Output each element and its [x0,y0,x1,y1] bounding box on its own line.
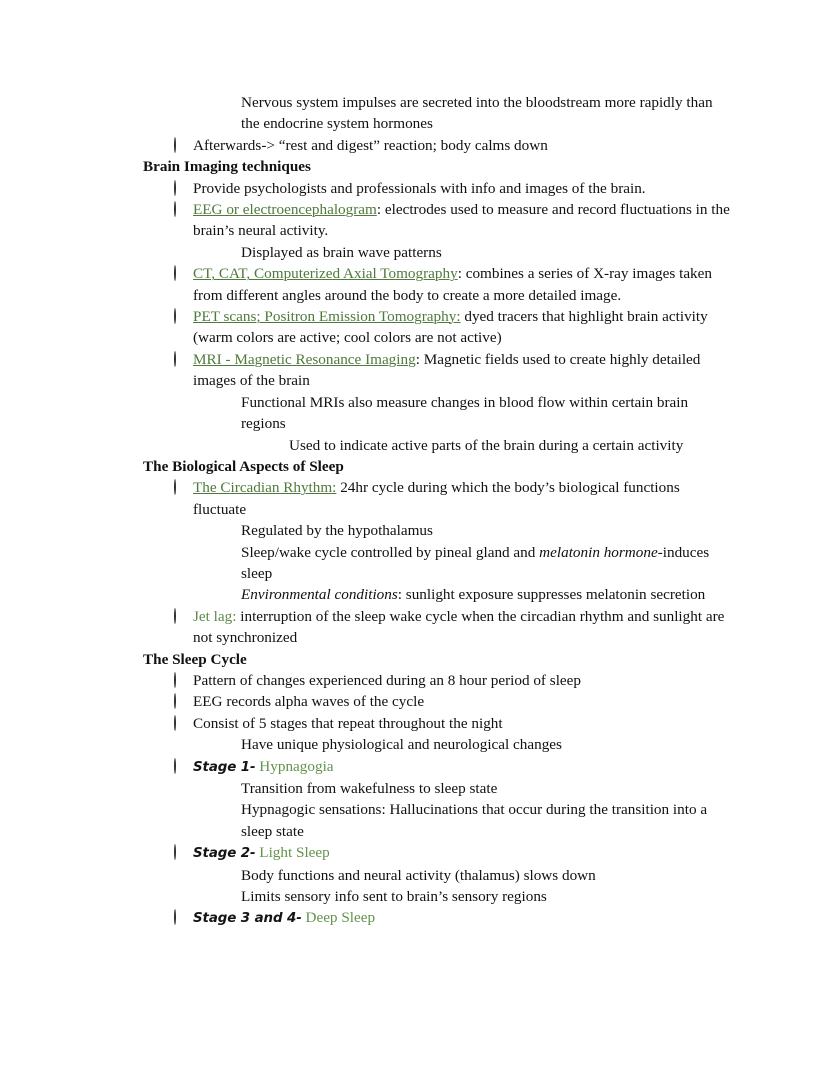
outline-item-text [241,888,547,905]
outline-item-unique-changes [0,734,828,755]
text-run: Consist of 5 stages that repeat throughout the night [193,714,503,732]
outline-item-text [289,437,683,454]
bullet-circle-icon [174,349,176,370]
bullet-circle-icon [174,306,176,327]
outline-item-text [193,608,724,646]
outline-item-text [193,715,503,732]
text-run: Brain Imaging techniques [143,158,311,176]
bullet-glyph [174,351,176,367]
text-run: : electrodes used to measure and record fluctuations in the brain’s neural activity. [193,201,730,240]
outline-item-text [241,394,688,432]
outline-item-text [143,651,247,668]
outline-item-biological-aspects-of-sleep [0,456,828,477]
text-run: The Biological Aspects of Sleep [143,457,344,475]
text-run: Nervous system impulses are secreted into the bloodstream more rapidly than the endocrine system hormones [241,94,713,133]
outline-item-text [193,479,680,517]
text-run: Limits sensory info sent to brain’s sensory regions [241,888,547,906]
outline-item-body-functions-thalamus [0,865,828,886]
emphasis-run: melatonin hormone [539,543,658,561]
outline-item-text [193,351,700,389]
outline-notes-body [0,92,828,930]
outline-item-five-stages [0,713,828,734]
bullet-glyph [174,479,176,495]
bullet-glyph [174,758,176,774]
outline-item-brain-imaging-techniques [0,156,828,177]
text-run: EEG records alpha waves of the cycle [193,693,425,711]
outline-item-mri [0,349,828,392]
outline-item-nervous-impulses [0,92,828,135]
outline-item-eeg-alpha-waves [0,691,828,712]
bullet-circle-icon [174,477,176,498]
stage-name: Deep Sleep [301,909,376,927]
text-run: Used to indicate active parts of the brain during a certain activity [289,436,684,454]
text-run: Body functions and neural activity (thalamus) slows down [241,866,596,884]
bullet-glyph [174,672,176,688]
outline-item-text [241,801,707,839]
outline-item-brain-wave-patterns [0,242,828,263]
bullet-circle-icon [174,199,176,220]
bullet-glyph [174,844,176,860]
outline-item-text [143,458,344,475]
text-run: 24hr cycle during which the body’s biological functions fluctuate [193,479,680,518]
outline-item-text [193,693,424,710]
outline-item-provide-psychologists [0,178,828,199]
text-run: Have unique physiological and neurological changes [241,736,562,754]
text-run: Hypnagogic sensations: Hallucinations that occur during the transition into a sleep state [241,801,708,840]
text-run: Functional MRIs also measure changes in blood flow within certain brain regions [241,393,689,433]
outline-item-text [241,244,442,261]
outline-item-transition-wakefulness [0,778,828,799]
text-run: : sunlight exposure suppresses melatonin secretion [397,586,706,604]
bullet-glyph [174,608,176,624]
bullet-glyph [174,909,176,925]
bullet-circle-icon [174,606,176,627]
bullet-circle-icon [174,713,176,734]
outline-item-text [241,586,705,603]
outline-item-pet-scans [0,306,828,349]
bullet-glyph [174,308,176,324]
text-run: Sleep/wake cycle controlled by pineal gland and [241,543,540,561]
stage-label: Stage 3 and 4- [193,911,302,927]
outline-item-sleep-wake-pineal [0,542,828,585]
bullet-circle-icon [174,178,176,199]
bullet-glyph [174,715,176,731]
emphasis-lead: Environmental conditions [241,586,398,604]
defined-term: The Circadian Rhythm: [193,479,337,497]
defined-term: PET scans; Positron Emission Tomography: [193,308,461,326]
text-run: dyed tracers that highlight brain activity (warm colors are active; cool colors are not active) [193,308,708,347]
bullet-circle-icon [174,263,176,284]
bullet-glyph [174,137,176,153]
stage-name: Hypnagogia [255,757,334,775]
outline-item-text [193,201,730,239]
bullet-circle-icon [174,842,176,863]
outline-item-text [241,94,713,132]
outline-item-stage-1 [0,756,828,778]
outline-item-text [241,867,596,884]
text-run: Regulated by the hypothalamus [241,522,433,540]
outline-item-text [241,736,562,753]
bullet-circle-icon [174,135,176,156]
outline-item-stage-3-and-4 [0,907,828,929]
bullet-circle-icon [174,670,176,691]
text-run: Provide psychologists and professionals with info and images of the brain. [193,179,646,197]
defined-term-plain: Jet lag: [193,607,237,625]
bullet-circle-icon [174,691,176,712]
text-run: The Sleep Cycle [143,650,247,668]
defined-term: CT, CAT, Computerized Axial Tomography [193,265,458,283]
defined-term: MRI - Magnetic Resonance Imaging [193,350,416,368]
stage-label: Stage 2- [193,846,256,862]
outline-item-text [193,308,708,346]
outline-item-text [193,180,646,197]
text-run: Pattern of changes experienced during an 8 hour period of sleep [193,671,581,689]
outline-item-text [193,137,548,154]
text-run: -induces sleep [241,543,710,582]
outline-item-text [241,544,709,582]
outline-item-indicate-active-parts [0,435,828,456]
text-run: Displayed as brain wave patterns [241,243,442,261]
outline-item-text [241,522,433,539]
outline-item-pattern-of-changes [0,670,828,691]
stage-name: Light Sleep [255,844,330,862]
outline-item-text [193,909,375,926]
bullet-glyph [174,693,176,709]
text-run: Afterwards-> “rest and digest” reaction; body calms down [193,136,548,154]
outline-item-limits-sensory-info [0,886,828,907]
bullet-glyph [174,201,176,217]
text-run: interruption of the sleep wake cycle when the circadian rhythm and sunlight are not synchronized [193,607,725,647]
text-run: : Magnetic fields used to create highly detailed images of the brain [193,350,701,390]
outline-item-regulated-hypothalamus [0,520,828,541]
outline-item-afterwards-rest-digest [0,135,828,156]
defined-term: EEG or electroencephalogram [193,201,377,219]
outline-item-text [193,672,581,689]
outline-item-stage-2 [0,842,828,864]
outline-item-eeg [0,199,828,242]
outline-item-environmental-conditions [0,584,828,605]
outline-item-text [193,844,330,861]
bullet-circle-icon [174,907,176,928]
bullet-glyph [174,180,176,196]
outline-item-circadian-rhythm [0,477,828,520]
text-run: : combines a series of X-ray images taken from different angles around the body to create a more detailed image. [193,265,712,304]
outline-item-the-sleep-cycle [0,649,828,670]
text-run: Transition from wakefulness to sleep state [241,780,498,797]
outline-item-hypnagogic-sensations [0,799,828,842]
outline-item-ct-cat [0,263,828,306]
outline-item-text [143,158,311,175]
bullet-glyph [174,265,176,281]
stage-label: Stage 1- [193,759,256,775]
outline-item-text [193,758,334,775]
bullet-circle-icon [174,756,176,777]
outline-item-jet-lag [0,606,828,649]
outline-item-text [241,780,497,797]
outline-item-text [193,265,712,303]
outline-item-functional-mri [0,392,828,435]
